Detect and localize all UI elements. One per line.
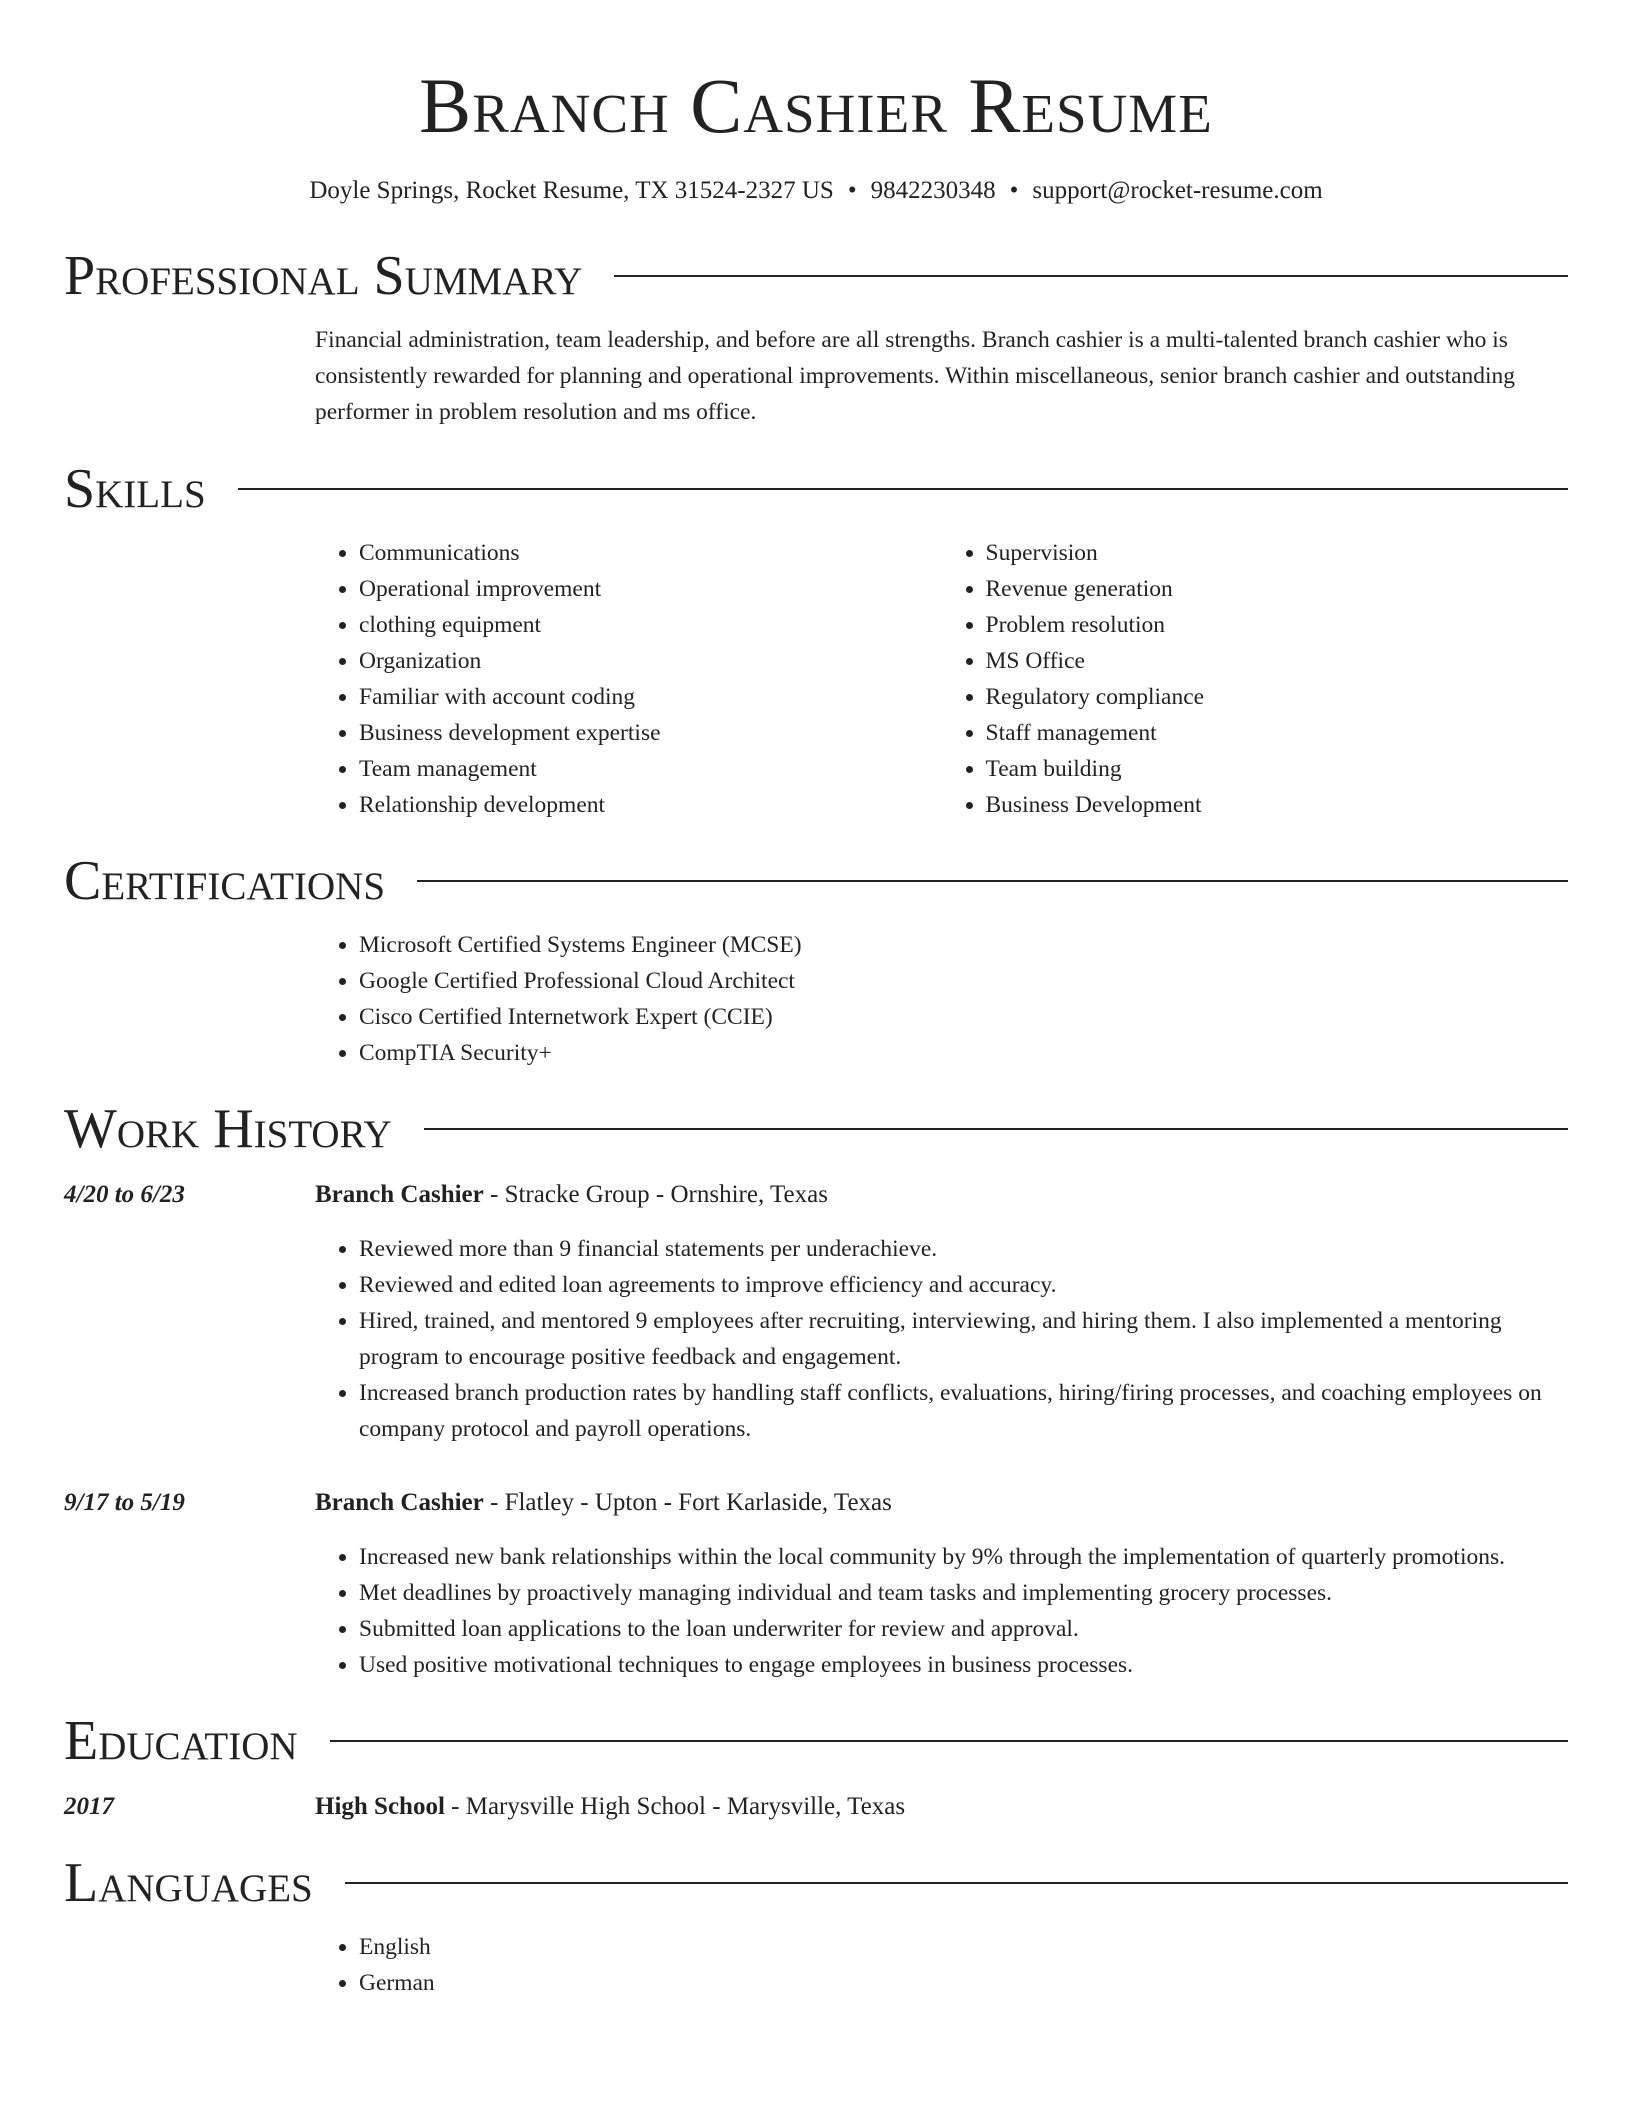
language-item: • German <box>359 1965 1568 2001</box>
section-header-work <box>64 1097 1568 1161</box>
skill-item: • Revenue generation <box>986 571 1569 607</box>
job-role: Branch Cashier <box>315 1181 484 1208</box>
contact-address: Doyle Springs, Rocket Resume, TX 31524-2327 US <box>309 177 834 204</box>
skill-item: • Organization <box>359 643 942 679</box>
job-details: - Flatley - Upton - Fort Karlaside, Texas <box>483 1489 892 1516</box>
job-entry <box>64 1485 1568 1521</box>
section-title-education: Education <box>64 1710 298 1772</box>
skills-list-left <box>315 535 942 823</box>
skill-item: • Communications <box>359 535 942 571</box>
job-bullet: • Used positive motivational techniques to engage employees in business processes. <box>359 1647 1568 1683</box>
skill-item: • clothing equipment <box>359 607 942 643</box>
job-bullet: • Reviewed and edited loan agreements to improve efficiency and accuracy. <box>359 1267 1568 1303</box>
skill-item: • Staff management <box>986 715 1569 751</box>
section-title-skills: Skills <box>64 458 206 520</box>
section-title-certifications: Certifications <box>64 850 386 912</box>
contact-line <box>64 174 1568 208</box>
contact-email: support@rocket-resume.com <box>1032 177 1323 204</box>
job-bullet-list <box>315 1539 1568 1683</box>
skill-item: • Operational improvement <box>359 571 942 607</box>
job-bullet: • Increased new bank relationships within the local community by 9% through the implementation of quarterly promotions. <box>359 1539 1568 1575</box>
skills-grid <box>315 535 1568 823</box>
section-title-summary: Professional Summary <box>64 245 583 307</box>
education-entry <box>64 1789 1568 1825</box>
section-title-work: Work History <box>64 1098 392 1160</box>
section-divider <box>424 1128 1568 1130</box>
certification-item: • Microsoft Certified Systems Engineer (MCSE) <box>359 927 1568 963</box>
certification-item: • Google Certified Professional Cloud Architect <box>359 963 1568 999</box>
section-divider <box>417 880 1568 882</box>
certification-item: • CompTIA Security+ <box>359 1035 1568 1071</box>
section-divider <box>238 488 1568 490</box>
section-header-languages <box>64 1851 1568 1915</box>
languages-list <box>315 1929 1568 2001</box>
skill-item: • Problem resolution <box>986 607 1569 643</box>
job-dates: 4/20 to 6/23 <box>64 1181 185 1208</box>
job-bullet: • Increased branch production rates by handling staff conflicts, evaluations, hiring/firing processes, and coaching employees on company protocol and payroll operations. <box>359 1375 1568 1447</box>
education-line <box>315 1789 905 1825</box>
job-dates: 9/17 to 5/19 <box>64 1489 185 1516</box>
job-bullet: • Reviewed more than 9 financial statements per underachieve. <box>359 1231 1568 1267</box>
section-title-languages: Languages <box>64 1852 313 1914</box>
education-year: 2017 <box>64 1793 114 1820</box>
job-title-line <box>315 1177 828 1213</box>
section-divider <box>330 1740 1568 1742</box>
section-header-skills <box>64 457 1568 521</box>
contact-separator: • <box>1009 177 1019 204</box>
certification-item: • Cisco Certified Internetwork Expert (CCIE) <box>359 999 1568 1035</box>
section-divider <box>345 1882 1568 1884</box>
job-bullets <box>315 1539 1568 1683</box>
summary-body <box>315 322 1568 430</box>
languages-body <box>315 1929 1568 2001</box>
language-item: • English <box>359 1929 1568 1965</box>
summary-text: Financial administration, team leadership, and before are all strengths. Branch cashier is a multi-talented branch cashier who is consistently rewarded for planning and operational improvements. Within miscellaneous, senior branch cashier and outstanding performer in problem resolution and ms office. <box>315 327 1516 425</box>
section-header-education <box>64 1709 1568 1773</box>
skill-item: • Business development expertise <box>359 715 942 751</box>
skill-item: • MS Office <box>986 643 1569 679</box>
contact-phone: 9842230348 <box>870 177 996 204</box>
skill-item: • Business Development <box>986 787 1569 823</box>
certifications-body <box>315 927 1568 1071</box>
skill-item: • Team management <box>359 751 942 787</box>
skill-item: • Supervision <box>986 535 1569 571</box>
section-header-summary <box>64 244 1568 308</box>
job-bullet: • Met deadlines by proactively managing individual and team tasks and implementing grocery processes. <box>359 1575 1568 1611</box>
education-degree: High School <box>315 1793 445 1820</box>
job-bullet: • Submitted loan applications to the loan underwriter for review and approval. <box>359 1611 1568 1647</box>
job-title-line <box>315 1485 892 1521</box>
skill-item: • Regulatory compliance <box>986 679 1569 715</box>
skills-list-right <box>942 535 1569 823</box>
certifications-list <box>315 927 1568 1071</box>
job-entry <box>64 1177 1568 1213</box>
skill-item: • Familiar with account coding <box>359 679 942 715</box>
section-header-certifications <box>64 849 1568 913</box>
skill-item: • Relationship development <box>359 787 942 823</box>
job-bullet-list <box>315 1231 1568 1447</box>
section-divider <box>614 275 1568 277</box>
contact-separator: • <box>847 177 857 204</box>
job-details: - Stracke Group - Ornshire, Texas <box>483 1181 828 1208</box>
job-role: Branch Cashier <box>315 1489 484 1516</box>
resume-title: Branch Cashier Resume <box>419 62 1213 149</box>
education-details: - Marysville High School - Marysville, Texas <box>444 1793 906 1820</box>
job-bullets <box>315 1231 1568 1447</box>
skill-item: • Team building <box>986 751 1569 787</box>
job-bullet: • Hired, trained, and mentored 9 employees after recruiting, interviewing, and hiring them. I also implemented a mentoring program to encourage positive feedback and engagement. <box>359 1303 1568 1375</box>
